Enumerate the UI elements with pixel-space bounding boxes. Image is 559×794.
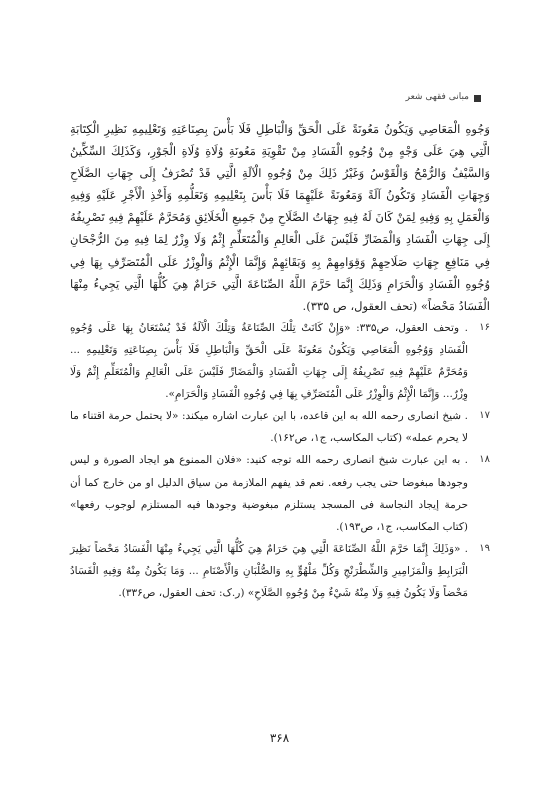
footnote-text: . شیخ انصاری رحمه الله به این قاعده، با این عبارت اشاره میکند: «لا یحتمل حرمة اقتناء ما لا یحرم عمله» (کتاب المکاسب، ج۱، ص۱۶۲). xyxy=(70,410,468,445)
footnote-number: ۱۹ xyxy=(479,542,490,554)
footnote-number: ۱۶ xyxy=(479,321,490,333)
footnote-text: . به این عبارت شیخ انصاری رحمه الله توجه کنید: «فلان الممنوع هو ایجاد الصورة و لیس وجودها مبغوضا حتی یجب رفعه. نعم قد یفهم الملازمة من سیاق الدلیل او من خارج کما أن حرمة إیجاد النجاسة فی المسجد یستلزم مبغوضیة وجودها فیه المستلزم لوجوب رفعها» (کتاب المکاسب، ج۱، ص۱۹۳). xyxy=(70,454,468,533)
page-body xyxy=(70,118,490,604)
footnote-17 xyxy=(70,405,490,449)
footnote-number: ۱۸ xyxy=(479,454,490,466)
footnote-19 xyxy=(70,538,490,604)
footnote-18 xyxy=(70,449,490,537)
page-header xyxy=(0,92,559,108)
header-square-mark-icon xyxy=(474,95,481,102)
running-header-title: مبانی فقهی شعر xyxy=(405,92,469,102)
page-number: ۳۶۸ xyxy=(269,731,290,745)
footnote-text: . «وَذَلِكَ إِنَّمَا حَرَّمَ اللَّهُ الصِّنَاعَةَ الَّتِي هِيَ حَرَامٌ هِيَ كُلُّهَا الَّتِي يَجِيءُ مِنْهَا الْفَسَادُ مَحْضاً نَظِيرَ الْبَرَابِطِ وَالْمَزَامِيرِ وَالشِّطْرَنْجِ وَكُلِّ مَلْهُوٍّ بِهِ وَالصُّلْبَانِ وَالْأَصْنَامِ ... وَمَا يَكُونُ مِنْهُ وَفِيهِ الْفَسَادُ مَحْضاً وَلَا يَكُونُ فِيهِ وَلَا مِنْهُ شَيْءٌ مِنْ وُجُوهِ الصَّلَاحِ» (ر.ک: تحف العقول، ص۳۳۶). xyxy=(70,542,468,599)
footnote-16 xyxy=(70,317,490,405)
footnote-number: ۱۷ xyxy=(479,410,490,422)
main-quote-paragraph: وَجُوهِ الْمَعَاصِي وَيَكُونُ مَعُونَةً عَلَى الْحَقِّ وَالْبَاطِلِ فَلَا بَأْسَ بِصِنَاعَتِهِ وَتَعْلِيمِهِ نَظِيرِ الْكِتَابَةِ الَّتِي هِيَ عَلَى وَجْهٍ مِنْ وُجُوهِ الْفَسَادِ مِنْ تَقْوِيَةِ مَعُونَةِ وُلَاةِ وُلَاةِ الْجَوْرِ، وَكَذَلِكَ السِّكِّينُ وَالسَّيْفُ وَالرُّمْحُ وَالْقَوْسُ وَغَيْرُ ذَلِكَ مِنْ وُجُوهِ الْآلَةِ الَّتِي قَدْ تُصْرَفُ إِلَى جِهَاتِ الصَّلَاحِ وَجِهَاتِ الْفَسَادِ وَتَكُونُ آلَةً وَمَعُونَةً عَلَيْهِمَا فَلَا بَأْسَ بِتَعْلِيمِهِ وَتَعَلُّمِهِ وَأَخْذِ الْأَجْرِ عَلَيْهِ وَفِيهِ وَالْعَمَلِ بِهِ وَفِيهِ لِمَنْ كَانَ لَهُ فِيهِ جِهَاتُ الصَّلَاحِ مِنْ جَمِيعِ الْخَلَائِقِ وَمُحَرَّمٌ عَلَيْهِمْ فِيهِ تَصْرِيفُهُ إِلَى جِهَاتِ الْفَسَادِ وَالْمَضَارِّ فَلَيْسَ عَلَى الْعَالِمِ وَالْمُتَعَلِّمِ إِثْمٌ وَلَا وِزْرٌ لِمَا فِيهِ مِنَ الرُّجْحَانِ فِي مَنَافِعِ جِهَاتِ صَلَاحِهِمْ وَقِوَامِهِمْ بِهِ وَبَقَائِهِمْ وَإِنَّمَا الْإِثْمُ وَالْوِزْرُ عَلَى الْمُتَصَرِّفِ بِهَا فِي وُجُوهِ الْفَسَادِ وَالْحَرَامِ وَذَلِكَ إِنَّمَا حَرَّمَ اللَّهُ الصِّنَاعَةَ الَّتِي حَرَامٌ هِيَ كُلُّهَا الَّتِي يَجِيءُ مِنْهَا الْفَسَادُ مَحْضاً» (تحف العقول، ص ۳۳۵). xyxy=(70,122,490,313)
footnote-text: . وتحف العقول، ص۳۳۵: «وَإِنْ كَانَتْ تِلْكَ الصِّنَاعَةُ وَتِلْكَ الْآلَةُ قَدْ يُسْتَعَانُ بِهَا عَلَى وُجُوهِ الْفَسَادِ وَوُجُوهِ الْمَعَاصِي وَيَكُونُ مَعُونَةً عَلَى الْحَقِّ وَالْبَاطِلِ فَلَا بَأْسَ بِصِنَاعَتِهِ وَتَعْلِيمِهِ ... وَمُحَرَّمٌ عَلَيْهِمْ فِيهِ تَصْرِيفُهُ إِلَى جِهَاتِ الْفَسَادِ وَالْمَضَارِّ فَلَيْسَ عَلَى الْعَالِمِ وَالْمُتَعَلِّمِ إِثْمٌ وَلَا وِزْرٌ... وَإِنَّمَا الْإِثْمُ وَالْوِزْرُ عَلَى الْمُتَصَرِّفِ بِهَا فِي وُجُوهِ الْفَسَادِ وَالْحَرَامِ». xyxy=(70,321,468,401)
